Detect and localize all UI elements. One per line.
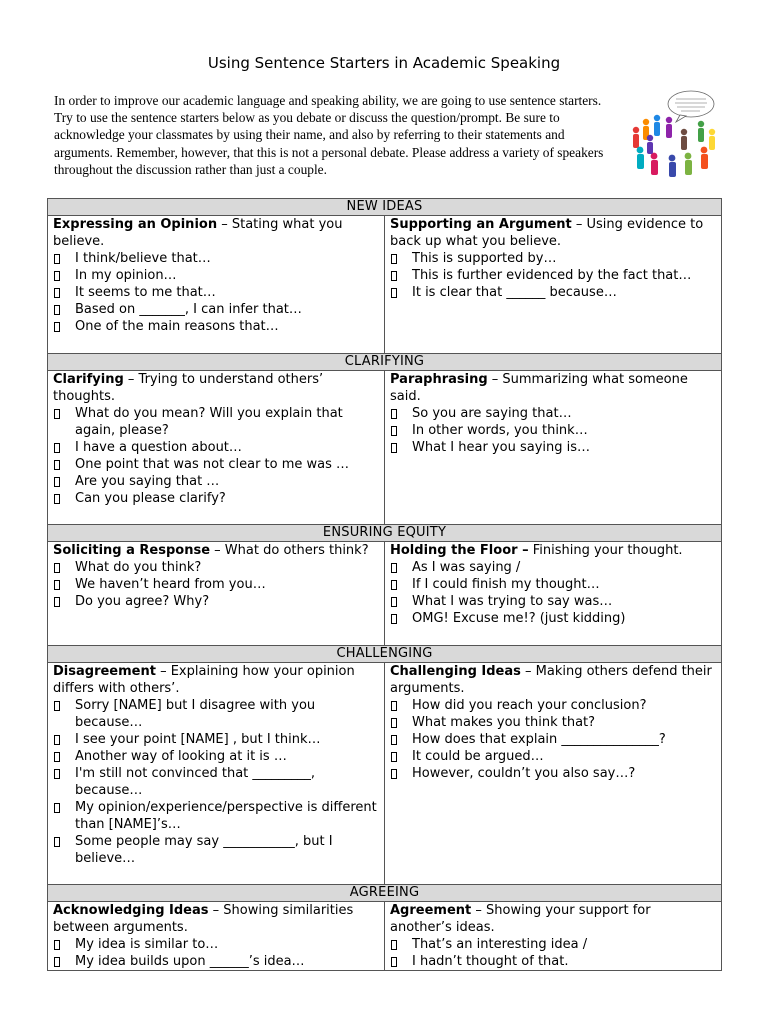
category-title: Paraphrasing bbox=[390, 372, 488, 387]
category-title: Challenging Ideas bbox=[390, 664, 521, 679]
category-title: Holding the Floor – bbox=[390, 543, 529, 558]
starter-item: Can you please clarify? bbox=[53, 490, 379, 507]
starter-item: OMG! Excuse me!? (just kidding) bbox=[390, 610, 716, 627]
category-title: Acknowledging Ideas bbox=[53, 903, 209, 918]
starter-item: Do you agree? Why? bbox=[53, 593, 379, 610]
starter-item: In other words, you think… bbox=[390, 422, 716, 439]
starter-list bbox=[53, 405, 379, 507]
category-title: Clarifying bbox=[53, 372, 124, 387]
section-header-row bbox=[48, 199, 722, 216]
category-description: – Showing your support for another’s ideas. bbox=[390, 903, 651, 935]
starter-item: I have a question about… bbox=[53, 439, 379, 456]
starter-item: Another way of looking at it is … bbox=[53, 748, 379, 765]
section-content-row bbox=[48, 371, 722, 525]
starter-item: I hadn’t thought of that. bbox=[390, 953, 716, 970]
starter-item: This is further evidenced by the fact that… bbox=[390, 267, 716, 284]
starter-item: I'm still not convinced that _________, because… bbox=[53, 765, 379, 799]
category-description: – Using evidence to back up what you believe. bbox=[390, 217, 704, 249]
category-description: – Making others defend their arguments. bbox=[390, 664, 712, 696]
category-cell bbox=[48, 542, 385, 646]
category-description: – What do others think? bbox=[210, 543, 369, 558]
category-cell bbox=[385, 542, 722, 646]
category-description: – Trying to understand others’ thoughts. bbox=[53, 372, 324, 404]
starter-list bbox=[390, 697, 716, 782]
section-content-row bbox=[48, 902, 722, 971]
category-cell bbox=[48, 902, 385, 971]
starter-item: My idea builds upon ______’s idea… bbox=[53, 953, 379, 970]
starter-item: This is supported by… bbox=[390, 250, 716, 267]
category-description: Finishing your thought. bbox=[528, 543, 683, 558]
starter-list bbox=[53, 250, 379, 335]
category-title: Supporting an Argument bbox=[390, 217, 572, 232]
intro-paragraph: In order to improve our academic language and speaking ability, we are going to use sentence starters. Try to use the sentence starters below as you debate or discuss the question/prompt. Be sure to acknowledge your classmates by using their name, and also by referring to their statements and arguments. Remember, however, that this is not a personal debate. Please address a variety of speakers throughout the discussion rather than just a couple. bbox=[54, 93, 604, 177]
starter-item: It seems to me that… bbox=[53, 284, 379, 301]
category-title: Agreement bbox=[390, 903, 472, 918]
starter-item: However, couldn’t you also say…? bbox=[390, 765, 716, 782]
section-content-row bbox=[48, 663, 722, 885]
section-heading: CHALLENGING bbox=[48, 646, 722, 663]
section-header-row bbox=[48, 525, 722, 542]
section-content-row bbox=[48, 542, 722, 646]
category-cell bbox=[48, 663, 385, 885]
starter-list bbox=[390, 936, 716, 970]
section-header-row bbox=[48, 885, 722, 902]
starter-item: What do you think? bbox=[53, 559, 379, 576]
starter-item: Sorry [NAME] but I disagree with you because… bbox=[53, 697, 379, 731]
starter-item: If I could finish my thought… bbox=[390, 576, 716, 593]
category-cell bbox=[385, 663, 722, 885]
category-title: Expressing an Opinion bbox=[53, 217, 218, 232]
page-title: Using Sentence Starters in Academic Speaking bbox=[207, 54, 561, 72]
starter-item: We haven’t heard from you… bbox=[53, 576, 379, 593]
category-title: Soliciting a Response bbox=[53, 543, 211, 558]
category-cell bbox=[48, 216, 385, 354]
starter-item: What makes you think that? bbox=[390, 714, 716, 731]
starter-item: As I was saying / bbox=[390, 559, 716, 576]
starter-item: That’s an interesting idea / bbox=[390, 936, 716, 953]
starter-item: One of the main reasons that… bbox=[53, 318, 379, 335]
category-cell bbox=[48, 371, 385, 525]
discussion-group-illustration bbox=[628, 86, 720, 178]
section-heading: AGREEING bbox=[48, 885, 722, 902]
sentence-starters-table bbox=[47, 198, 722, 971]
category-title: Disagreement bbox=[53, 664, 156, 679]
starter-item: So you are saying that… bbox=[390, 405, 716, 422]
starter-list bbox=[53, 559, 379, 610]
section-header-row bbox=[48, 646, 722, 663]
starter-item: How did you reach your conclusion? bbox=[390, 697, 716, 714]
starter-item: What I hear you saying is… bbox=[390, 439, 716, 456]
category-description: – Stating what you believe. bbox=[53, 217, 343, 249]
starter-item: It could be argued… bbox=[390, 748, 716, 765]
starter-item: My opinion/experience/perspective is different than [NAME]’s… bbox=[53, 799, 379, 833]
category-cell bbox=[385, 216, 722, 354]
starter-item: In my opinion… bbox=[53, 267, 379, 284]
category-description: – Showing similarities between arguments. bbox=[53, 903, 354, 935]
starter-item: What do you mean? Will you explain that again, please? bbox=[53, 405, 379, 439]
starter-item: My idea is similar to… bbox=[53, 936, 379, 953]
starter-item: It is clear that ______ because… bbox=[390, 284, 716, 301]
starter-item: Based on _______, I can infer that… bbox=[53, 301, 379, 318]
starter-item: I think/believe that… bbox=[53, 250, 379, 267]
section-header-row bbox=[48, 354, 722, 371]
starter-item: What I was trying to say was… bbox=[390, 593, 716, 610]
starter-item: One point that was not clear to me was … bbox=[53, 456, 379, 473]
starter-item: Are you saying that … bbox=[53, 473, 379, 490]
category-cell bbox=[385, 902, 722, 971]
category-description: – Explaining how your opinion differs with others’. bbox=[53, 664, 355, 696]
starter-list bbox=[390, 559, 716, 627]
starter-list bbox=[53, 936, 379, 970]
starter-list bbox=[390, 405, 716, 456]
starter-item: Some people may say ___________, but I believe… bbox=[53, 833, 379, 867]
starter-item: I see your point [NAME] , but I think… bbox=[53, 731, 379, 748]
starter-list bbox=[390, 250, 716, 301]
section-content-row bbox=[48, 216, 722, 354]
starter-item: How does that explain _______________? bbox=[390, 731, 716, 748]
category-description: – Summarizing what someone said. bbox=[390, 372, 688, 404]
section-heading: ENSURING EQUITY bbox=[48, 525, 722, 542]
starter-list bbox=[53, 697, 379, 867]
section-heading: NEW IDEAS bbox=[48, 199, 722, 216]
category-cell bbox=[385, 371, 722, 525]
section-heading: CLARIFYING bbox=[48, 354, 722, 371]
